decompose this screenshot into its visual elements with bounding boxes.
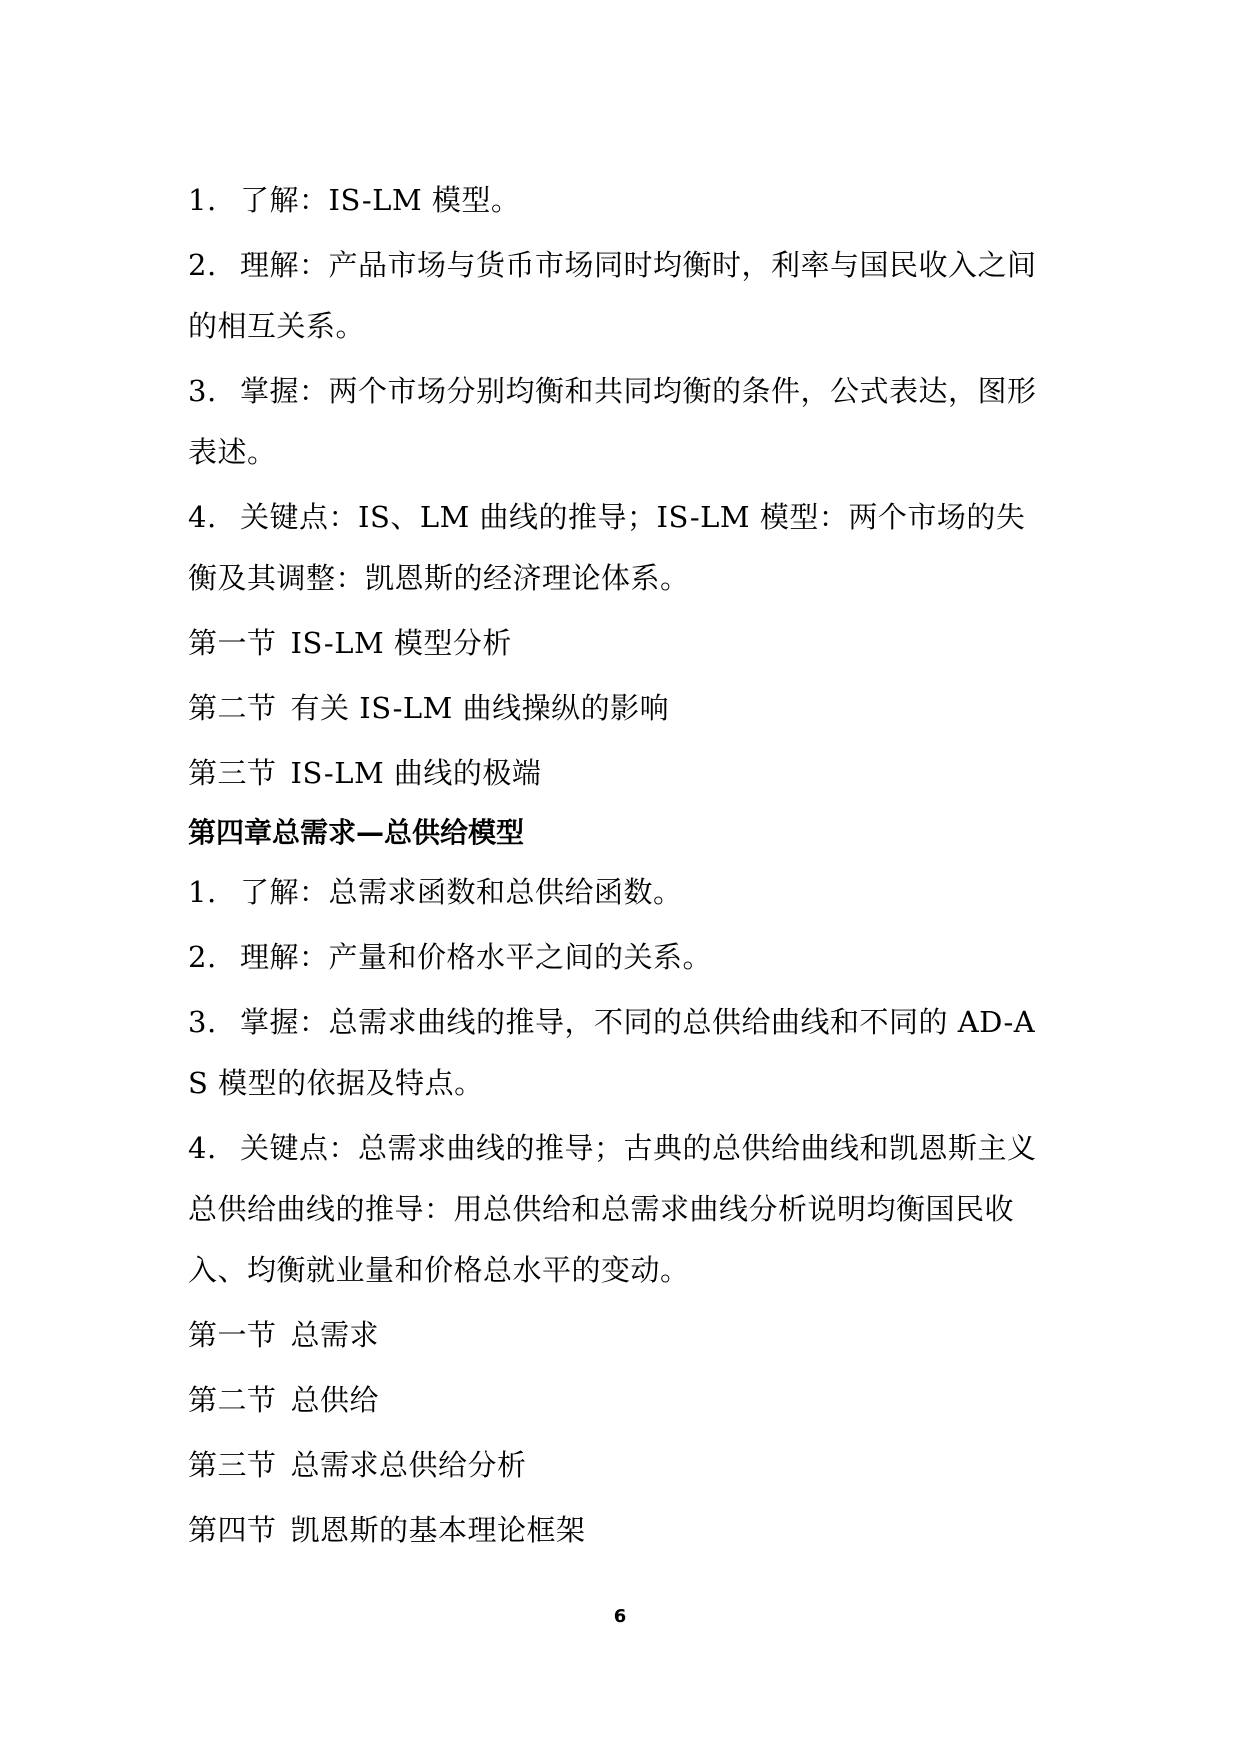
item-text: 了解：总需求函数和总供给函数。 [240,875,683,909]
section-entry [188,613,1048,674]
item-number: 4. [188,1131,217,1165]
item-number: 4. [188,500,217,534]
section-entry [188,678,1048,739]
section-entry [188,1305,1048,1366]
section-title: 总供给 [290,1383,380,1417]
section-entry [188,743,1048,804]
objective-item [188,235,1048,357]
section-label: 第三节 [188,756,277,790]
objective-item [188,170,1048,231]
section-title: 有关 IS-LM 曲线操纵的影响 [290,691,670,725]
item-number: 2. [188,940,217,974]
section-title: IS-LM 模型分析 [290,626,512,660]
section-title: 总需求总供给分析 [290,1448,527,1482]
section-entry [188,1370,1048,1431]
objective-item [188,487,1048,609]
item-number: 2. [188,248,217,282]
item-number: 3. [188,374,217,408]
objective-item [188,927,1048,988]
section-entry [188,1435,1048,1496]
section-label: 第二节 [188,691,277,725]
item-text: 了解：IS-LM 模型。 [240,183,521,217]
objective-item [188,1118,1048,1301]
objective-item [188,361,1048,483]
item-number: 3. [188,1005,217,1039]
section-title: 凯恩斯的基本理论框架 [290,1513,586,1547]
section-label: 第二节 [188,1383,277,1417]
item-text: 关键点：IS、LM 曲线的推导；IS-LM 模型：两个市场的失衡及其调整：凯恩斯的经济理论体系。 [188,500,1026,595]
section-title: 总需求 [290,1318,380,1352]
item-text: 理解：产品市场与货币市场同时均衡时，利率与国民收入之间的相互关系。 [188,248,1037,343]
page-number: 6 [613,1606,627,1627]
item-text: 关键点：总需求曲线的推导；古典的总供给曲线和凯恩斯主义总供给曲线的推导：用总供给和总需求曲线分析说明均衡国民收入、均衡就业量和价格总水平的变动。 [188,1131,1037,1287]
item-number: 1. [188,183,217,217]
item-text: 理解：产量和价格水平之间的关系。 [240,940,713,974]
section-label: 第一节 [188,1318,277,1352]
section-label: 第一节 [188,626,277,660]
section-label: 第三节 [188,1448,277,1482]
page-content [188,170,1048,1565]
section-title: IS-LM 曲线的极端 [290,756,542,790]
section-entry [188,1500,1048,1561]
item-text: 掌握：总需求曲线的推导，不同的总供给曲线和不同的 AD-AS 模型的依据及特点。 [188,1005,1036,1100]
objective-item [188,992,1048,1114]
section-label: 第四节 [188,1513,277,1547]
chapter-heading: 第四章总需求—总供给模型 [188,816,525,849]
item-text: 掌握：两个市场分别均衡和共同均衡的条件，公式表达，图形表述。 [188,374,1037,469]
item-number: 1. [188,875,217,909]
objective-item [188,862,1048,923]
